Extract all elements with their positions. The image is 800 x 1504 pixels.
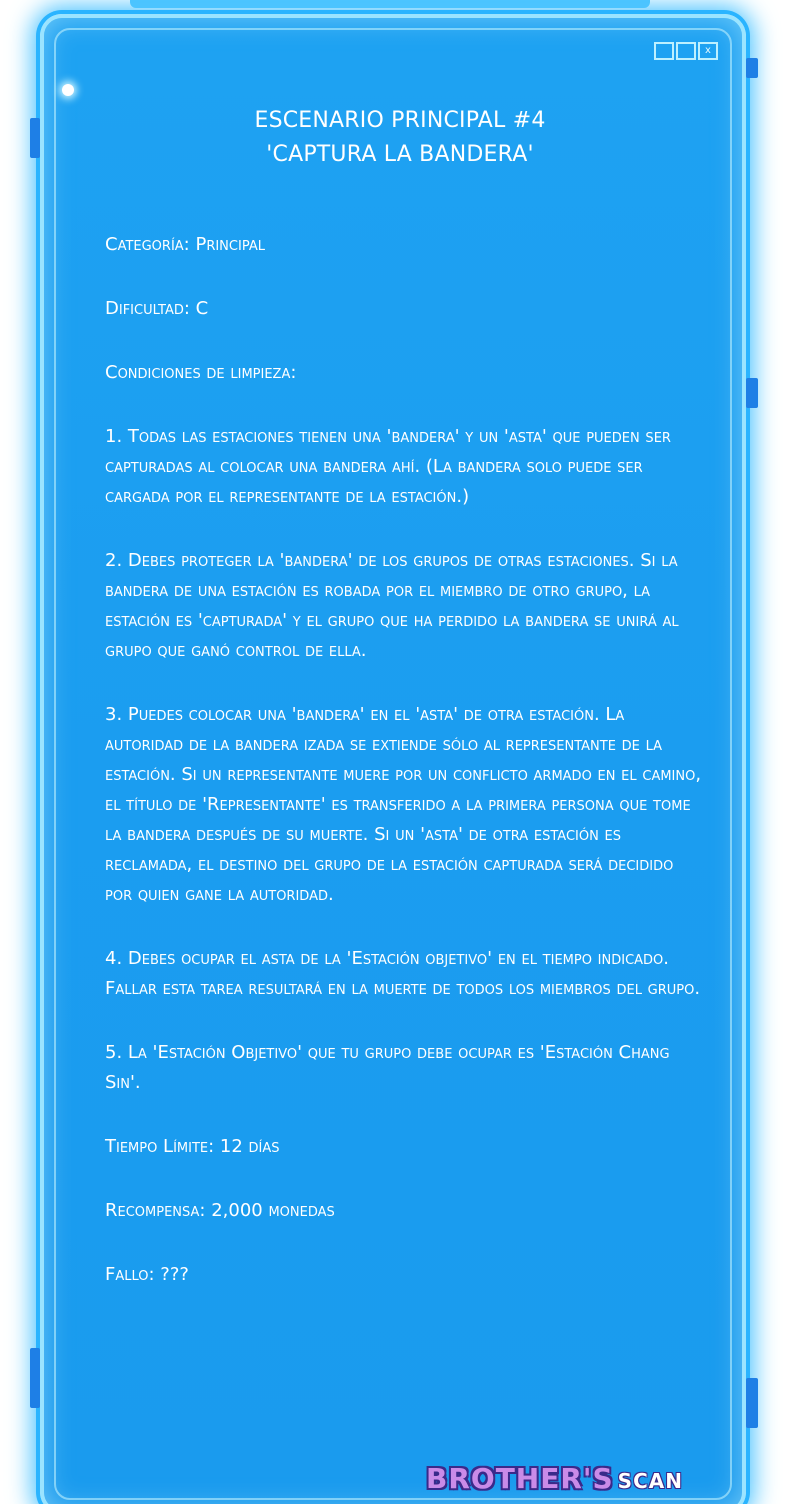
watermark-brand: BROTHER'S [426,1462,614,1495]
condition-item: 2. Debes proteger la 'bandera' de los grupos de otras estaciones. Si la bandera de una estación es robada por el miembro de otro grupo, la estación es 'capturada' y el grupo que ha perdido la bandera se unirá al grupo que ganó control de ella. [105,550,679,661]
window-title-line2: 'CAPTURA LA BANDERA' [266,142,534,167]
reward-text: Recompensa: 2,000 monedas [105,1200,335,1221]
frame-deco-right-bottom [746,1378,758,1428]
minimize-icon[interactable] [654,42,674,60]
window-controls [654,42,718,60]
mission-content [105,230,705,1324]
frame-top-notch [130,0,650,8]
frame-deco-right [746,58,758,78]
category-text: Categoría: Principal [105,234,265,255]
watermark-suffix: SCAN [617,1469,683,1493]
condition-item: 4. Debes ocupar el asta de la 'Estación objetivo' en el tiempo indicado. Fallar esta tarea resultará en la muerte de todos los miembros del grupo. [105,948,701,999]
close-icon[interactable]: x [698,42,718,60]
condition-item: 3. Puedes colocar una 'bandera' en el 'asta' de otra estación. La autoridad de la bandera izada se extiende sólo al representante de la estación. Si un representante muere por un conflicto armado en el camino, el título de 'Representante' es transferido a la primera persona que tome la bandera después de su muerte. Si un 'asta' de otra estación es reclamada, el destino del grupo de la estación capturada será decidido por quien gane la autoridad. [105,704,702,905]
time-limit-text: Tiempo Límite: 12 días [105,1136,280,1157]
glow-dot [62,84,74,96]
difficulty-text: Dificultad: C [105,298,209,319]
condition-item: 1. Todas las estaciones tienen una 'bandera' y un 'asta' que pueden ser capturadas al colocar una bandera ahí. (La bandera solo puede ser cargada por el representante de la estación.) [105,426,671,507]
condition-item: 5. La 'Estación Objetivo' que tu grupo debe ocupar es 'Estación Chang Sin'. [105,1042,670,1093]
failure-text: Fallo: ??? [105,1264,189,1285]
frame-deco-left-bottom [30,1348,40,1408]
frame-deco-right-mid [746,378,758,408]
window-title-line1: ESCENARIO PRINCIPAL #4 [254,108,546,133]
conditions-header: Condiciones de limpieza: [105,362,297,383]
watermark [426,1462,683,1495]
maximize-icon[interactable] [676,42,696,60]
